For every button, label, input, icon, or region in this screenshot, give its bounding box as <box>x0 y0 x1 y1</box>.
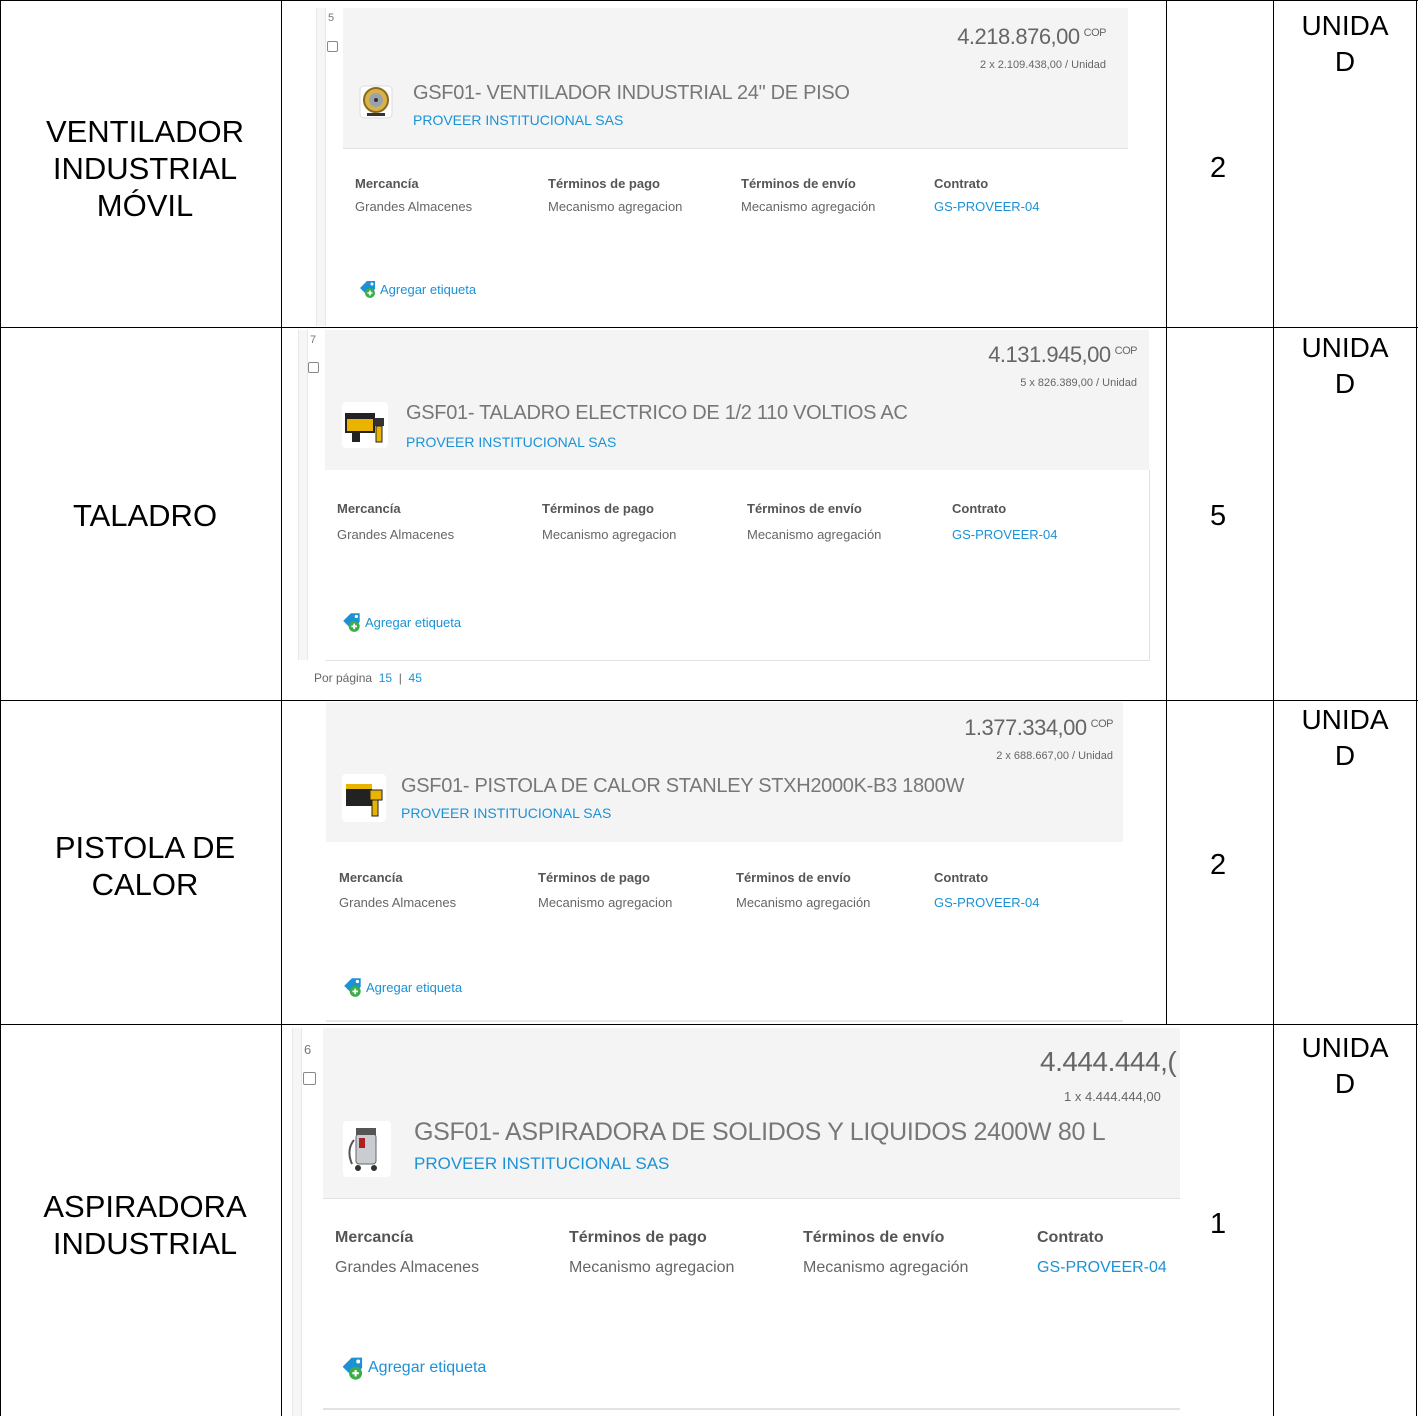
total-price: 1.377.334,00 $^{COP}$ <box>964 715 1113 740</box>
table-border <box>281 0 282 1416</box>
per-page-45[interactable]: 45 <box>408 671 422 685</box>
item-index: 7 <box>310 334 317 346</box>
value-mercancia: Grandes Almacenes <box>337 527 455 542</box>
label-contrato: Contrato <box>952 501 1007 516</box>
order-card <box>298 330 1158 700</box>
label-terminos-pago: Términos de pago <box>542 501 654 516</box>
tag-add-icon <box>341 611 363 633</box>
label-terminos-envio: Términos de envío <box>803 1229 945 1246</box>
label-contrato: Contrato <box>934 176 989 191</box>
label-terminos-pago: Términos de pago <box>538 870 650 885</box>
total-price: 4.131.945,00 $^{COP}$ <box>988 342 1137 367</box>
table-border-left <box>0 0 1 1416</box>
label-mercancia: Mercancía <box>337 501 401 516</box>
unit-cell: UNIDA D <box>1301 704 1389 771</box>
item-name-cell: PISTOLA DE CALOR <box>54 830 236 902</box>
table-border <box>1273 0 1274 1416</box>
value-terminos-envio: Mecanismo agregación <box>747 527 882 542</box>
add-tag-button[interactable]: Agregar etiqueta <box>358 279 476 299</box>
value-terminos-envio: Mecanismo agregación <box>736 895 871 910</box>
vendor-link[interactable]: PROVEER INSTITUCIONAL SAS <box>406 434 617 450</box>
label-terminos-envio: Términos de envío <box>747 501 862 516</box>
vacuum-product-thumbnail <box>342 1120 392 1178</box>
total-price: 4.218.876,00 $^{COP}$ <box>957 24 1106 49</box>
unit-price: 1 x 4.444.444,00 <box>1064 1089 1161 1104</box>
quantity-cell: 2 <box>1210 152 1227 184</box>
unit-price: 2 x 688.667,00 / Unidad <box>996 750 1113 762</box>
unit-price: 5 x 826.389,00 / Unidad <box>1020 377 1137 389</box>
value-terminos-pago: Mecanismo agregacion <box>538 895 673 910</box>
unit-cell: UNIDA D <box>1301 1032 1389 1099</box>
label-mercancia: Mercancía <box>355 176 419 191</box>
vendor-link[interactable]: PROVEER INSTITUCIONAL SAS <box>413 112 624 128</box>
contract-link[interactable]: GS-PROVEER-04 <box>934 199 1040 214</box>
order-card <box>316 8 1126 326</box>
row-divider <box>0 1024 1418 1025</box>
unit-cell: UNIDA D <box>1301 332 1389 399</box>
label-terminos-pago: Términos de pago <box>569 1229 707 1246</box>
contract-link[interactable]: GS-PROVEER-04 <box>1037 1259 1167 1276</box>
item-name-cell: VENTILADOR INDUSTRIAL MÓVIL <box>45 114 245 223</box>
item-index: 5 <box>328 12 335 24</box>
contract-link[interactable]: GS-PROVEER-04 <box>934 895 1040 910</box>
product-title: GSF01- VENTILADOR INDUSTRIAL 24" DE PISO <box>413 82 850 104</box>
value-terminos-pago: Mecanismo agregacion <box>569 1259 735 1276</box>
add-tag-button[interactable]: Agregar etiqueta <box>342 976 462 998</box>
vendor-link[interactable]: PROVEER INSTITUCIONAL SAS <box>414 1154 670 1173</box>
unit-cell: UNIDA D <box>1301 10 1389 77</box>
table-border-top <box>0 0 1418 1</box>
item-name-cell: ASPIRADORA INDUSTRIAL <box>43 1189 247 1261</box>
unit-price: 2 x 2.109.438,00 / Unidad <box>980 59 1106 71</box>
add-tag-button[interactable]: Agregar etiqueta <box>341 611 461 633</box>
value-terminos-envio: Mecanismo agregación <box>741 199 876 214</box>
tag-add-icon <box>340 1355 366 1381</box>
total-price: 4.444.444,( <box>1040 1046 1177 1077</box>
label-contrato: Contrato <box>1037 1229 1104 1246</box>
quantity-cell: 5 <box>1210 500 1227 532</box>
order-card <box>326 702 1123 1022</box>
label-mercancia: Mercancía <box>335 1229 414 1246</box>
order-card <box>292 1028 1180 1416</box>
heat-gun-product-thumbnail <box>340 772 388 824</box>
table-border-right <box>1416 0 1417 1416</box>
add-tag-button[interactable]: Agregar etiqueta <box>340 1355 486 1381</box>
label-terminos-envio: Términos de envío <box>736 870 851 885</box>
label-terminos-envio: Términos de envío <box>741 176 856 191</box>
tag-add-icon <box>358 279 378 299</box>
label-mercancia: Mercancía <box>339 870 403 885</box>
tag-add-icon <box>342 976 364 998</box>
value-terminos-pago: Mecanismo agregacion <box>548 199 683 214</box>
value-mercancia: Grandes Almacenes <box>335 1259 480 1276</box>
quantity-cell: 1 <box>1210 1208 1227 1240</box>
product-title: GSF01- ASPIRADORA DE SOLIDOS Y LIQUIDOS 2400W 80 L <box>414 1118 1106 1146</box>
table-border <box>1166 0 1167 1024</box>
vendor-link[interactable]: PROVEER INSTITUCIONAL SAS <box>401 805 612 821</box>
label-contrato: Contrato <box>934 870 989 885</box>
select-checkbox[interactable] <box>303 1072 316 1085</box>
contract-link[interactable]: GS-PROVEER-04 <box>952 527 1058 542</box>
item-name-cell: TALADRO <box>72 498 218 533</box>
row-divider <box>0 327 1418 328</box>
label-terminos-pago: Términos de pago <box>548 176 660 191</box>
value-terminos-pago: Mecanismo agregacion <box>542 527 677 542</box>
value-mercancia: Grandes Almacenes <box>355 199 473 214</box>
row-divider <box>0 700 1418 701</box>
per-page-15[interactable]: 15 <box>378 671 393 685</box>
select-checkbox[interactable] <box>308 362 319 373</box>
product-title: GSF01- PISTOLA DE CALOR STANLEY STXH2000K-B3 1800W <box>401 775 965 797</box>
value-mercancia: Grandes Almacenes <box>339 895 457 910</box>
item-index: 6 <box>304 1042 312 1057</box>
quantity-cell: 2 <box>1210 849 1227 881</box>
fan-product-thumbnail <box>358 84 394 120</box>
value-terminos-envio: Mecanismo agregación <box>803 1259 969 1276</box>
product-title: GSF01- TALADRO ELECTRICO DE 1/2 110 VOLTIOS AC <box>406 402 908 424</box>
drill-product-thumbnail <box>340 400 390 450</box>
select-checkbox[interactable] <box>327 41 338 52</box>
pagination: Por página 15 | 45 <box>314 671 422 685</box>
